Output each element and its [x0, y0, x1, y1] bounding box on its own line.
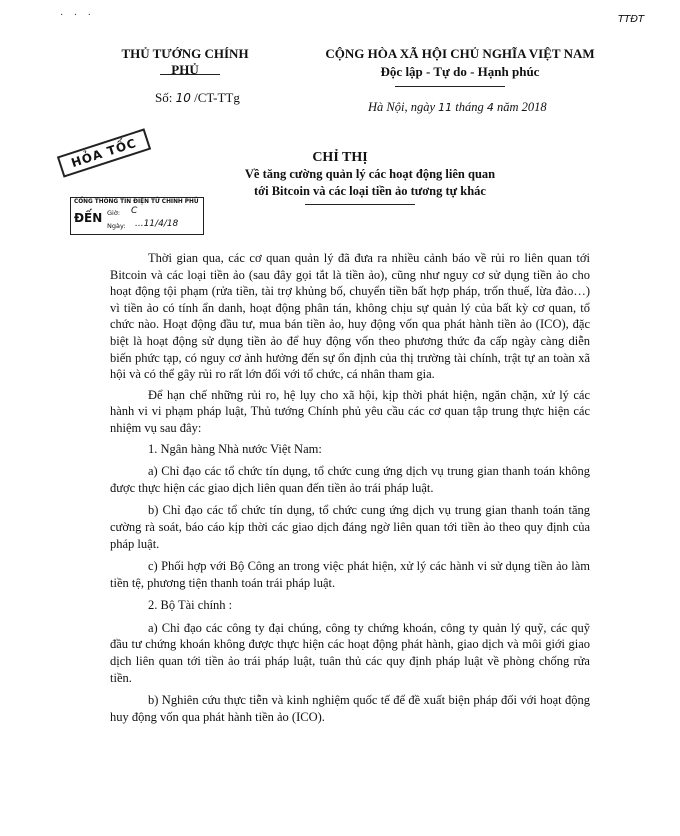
number-prefix: Số:: [155, 90, 173, 105]
scan-specks: · · ·: [60, 10, 95, 21]
subtitle-line-1: Về tăng cường quản lý các hoạt động liên quan: [244, 167, 496, 181]
date-day: 11: [438, 101, 453, 114]
received-org: CỔNG THÔNG TIN ĐIỆN TỬ CHÍNH PHỦ: [74, 199, 199, 205]
document-body: [110, 250, 590, 731]
date-place: Hà Nội, ngày: [368, 100, 436, 114]
document-date: [368, 100, 547, 115]
section-heading-sbv: 1. Ngân hàng Nhà nước Việt Nam:: [148, 441, 322, 456]
hour-value: C: [131, 206, 138, 216]
item-sbv-a: a) Chỉ đạo các tổ chức tín dụng, tổ chức cung ứng dịch vụ trung gian thanh toán không được thực hiện các giao dịch liên quan đến tiền ảo trái pháp luật.: [110, 464, 590, 495]
date-label: Ngày:: [107, 222, 126, 230]
title-underline: [305, 204, 415, 205]
paragraph-intro: Thời gian qua, các cơ quan quản lý đã đưa ra nhiều cảnh báo về rủi ro liên quan tới Bitcoin và các loại tiền ảo (sau đây gọi tắt là tiền ảo), cũng như nguy cơ sử dụng tiền ảo cho hoạt động tội phạm (rửa tiền, tài trợ khủng bố, chuyển tiền bất hợp pháp, trốn thuế, lừa đảo…) vì tiền ảo có tính ẩn danh, hoạt động phân tán, không chịu sự quản lý của bất kỳ cơ quan, tổ chức nào. Hoạt động đầu tư, mua bán tiền ảo, huy động vốn qua phát hành tiền ảo (ICO), đặc biệt là hoạt động sử dụng tiền ảo để huy động vốn theo phương thức đa cấp ngày càng diễn biến phức tạp, có nguy cơ ảnh hưởng đến sự ổn định của thị trường tài chính, trật tự an toàn xã hội và có thể gây rủi ro rất lớn đối với tổ chức, cá nhân tham gia.: [110, 251, 590, 382]
subtitle-line-2: tới Bitcoin và các loại tiền ảo tương tự khác: [254, 184, 486, 198]
handwritten-corner-mark: TTĐT: [618, 14, 645, 25]
item-sbv-c: c) Phối hợp với Bộ Công an trong việc phát hiện, xử lý các hành vi sử dụng tiền ảo làm tiền tệ, phương tiện thanh toán trái pháp luật.: [110, 559, 590, 590]
received-date-value: ...11/4/18: [135, 219, 179, 229]
national-motto: Độc lập - Tự do - Hạnh phúc: [380, 64, 540, 79]
paragraph-directive: Để hạn chế những rủi ro, hệ lụy cho xã hội, kịp thời phát hiện, ngăn chặn, xử lý các hành vi vi phạm pháp luật, Thủ tướng Chính phủ yêu cầu các cơ quan tập trung thực hiện các nhiệm vụ sau đây:: [110, 387, 590, 435]
received-label: ĐẾN: [74, 211, 103, 225]
document-number: [155, 90, 240, 106]
national-header: [305, 46, 615, 80]
motto-underline: [395, 86, 505, 87]
number-suffix: /CT-TTg: [194, 90, 240, 105]
issuing-agency: THỦ TƯỚNG CHÍNH PHỦ: [121, 46, 249, 77]
item-mof-b: b) Nghiên cứu thực tiễn và kinh nghiệm quốc tế để đề xuất biện pháp đối với hoạt động huy động vốn qua phát hành tiền ảo (ICO).: [110, 693, 590, 724]
date-month: 4: [486, 101, 494, 114]
section-heading-mof: 2. Bộ Tài chính :: [148, 598, 233, 613]
item-sbv-b: b) Chỉ đạo các tổ chức tín dụng, tổ chức cung ứng dịch vụ trung gian thanh toán tăng cường rà soát, báo cáo kịp thời các giao dịch đáng ngờ liên quan tới tiền ảo theo quy định của pháp luật.: [110, 503, 590, 551]
urgent-stamp: HỎA TỐC: [57, 128, 151, 177]
agency-underline: [160, 74, 220, 75]
date-month-label: tháng: [455, 100, 484, 114]
country-name: CỘNG HÒA XÃ HỘI CHỦ NGHĨA VIỆT NAM: [325, 46, 595, 61]
received-stamp: [70, 197, 204, 235]
item-mof-a: a) Chỉ đạo các công ty đại chúng, công ty chứng khoán, công ty quản lý quỹ, các quỹ đầu tư chứng khoán không được thực hiện các hoạt động phát hành, giao dịch và môi giới giao dịch liên quan tới tiền ảo trái pháp luật, tuân thủ các quy định pháp luật về phòng chống rửa tiền.: [110, 620, 590, 685]
date-year: năm 2018: [497, 100, 547, 114]
number-value: 10: [175, 91, 191, 105]
document-subtitle: [190, 166, 550, 200]
hour-label: Giờ:: [107, 209, 121, 217]
document-title: CHỈ THỊ: [312, 150, 368, 165]
